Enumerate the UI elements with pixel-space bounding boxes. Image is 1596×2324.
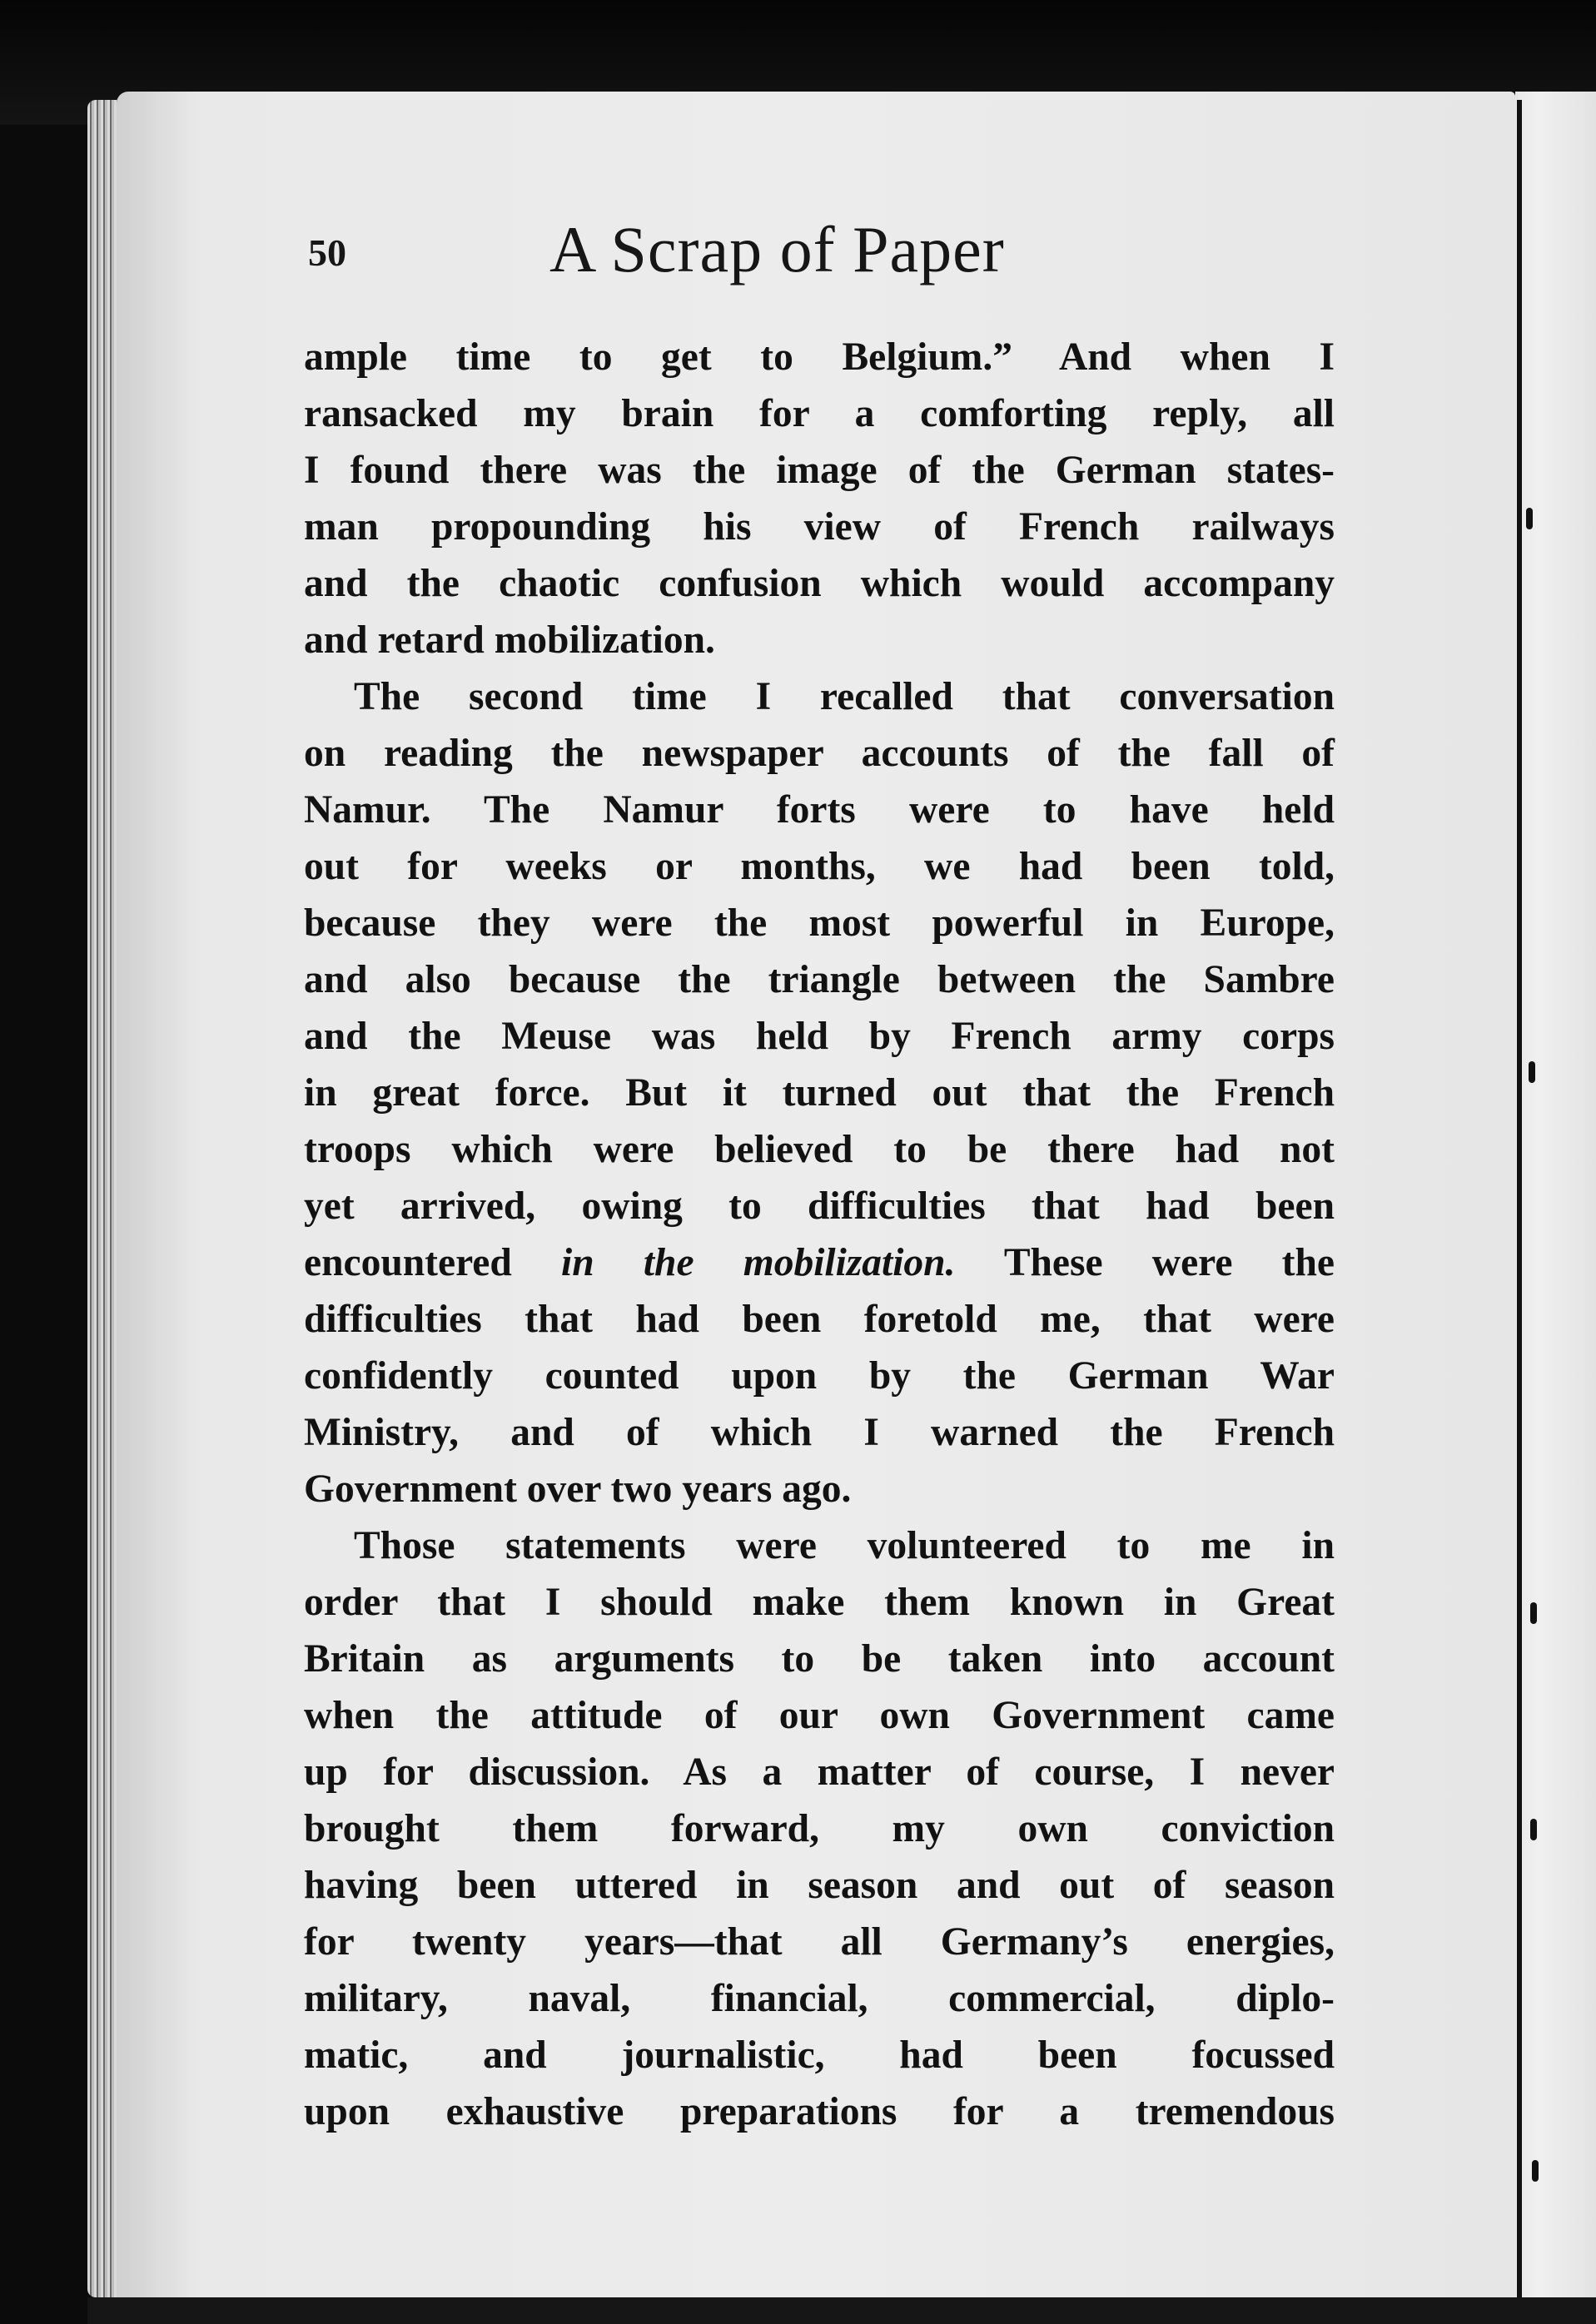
page-header: [308, 212, 1349, 304]
scan-background-bottom: [87, 2297, 1596, 2324]
running-title: A Scrap of Paper: [549, 213, 1005, 286]
text-line: upon exhaustive preparations for a tremendous: [304, 2090, 1335, 2133]
text-line: man propounding his view of French railways: [304, 505, 1335, 549]
text-line: on reading the newspaper accounts of the fall of: [304, 732, 1335, 775]
binding-mark: [1529, 1061, 1535, 1083]
text-line: Britain as arguments to be taken into account: [304, 1637, 1335, 1681]
text-line: ransacked my brain for a comforting reply, all: [304, 392, 1335, 435]
text-line: confidently counted upon by the German War: [304, 1354, 1335, 1398]
text-line: [304, 1234, 1335, 1291]
text-line: The second time I recalled that conversation: [354, 675, 1335, 718]
binding-mark: [1526, 508, 1533, 529]
text-line: matic, and journalistic, had been focussed: [304, 2034, 1335, 2077]
text-line: yet arrived, owing to difficulties that had been: [304, 1184, 1335, 1228]
text-line: for twenty years—that all Germany’s energies,: [304, 1920, 1335, 1964]
text-segment: encountered: [304, 1241, 512, 1284]
book-page-edges: [87, 100, 121, 2297]
paragraph-3: [304, 1517, 1335, 2140]
text-line: and the chaotic confusion which would accompany: [304, 562, 1335, 605]
paragraph-1: [304, 329, 1335, 668]
text-line: I found there was the image of the German states-: [304, 449, 1335, 492]
text-line: and the Meuse was held by French army corps: [304, 1015, 1335, 1058]
text-segment: These were the: [1003, 1241, 1335, 1284]
text-line: because they were the most powerful in Europe,: [304, 901, 1335, 945]
paragraph-2: [304, 668, 1335, 1517]
page-body: [304, 329, 1335, 2140]
book-gutter-line: [1517, 100, 1522, 2314]
text-line: in great force. But it turned out that the French: [304, 1071, 1335, 1115]
binding-mark: [1530, 1602, 1537, 1624]
text-line: military, naval, financial, commercial, diplo-: [304, 1977, 1335, 2020]
text-line: difficulties that had been foretold me, that were: [304, 1298, 1335, 1341]
text-line: out for weeks or months, we had been told,: [304, 845, 1335, 888]
text-line: Those statements were volunteered to me in: [354, 1524, 1335, 1567]
text-line: ample time to get to Belgium.” And when I: [304, 335, 1335, 379]
text-line: brought them forward, my own conviction: [304, 1807, 1335, 1850]
text-line: when the attitude of our own Government came: [304, 1694, 1335, 1737]
text-line: Namur. The Namur forts were to have held: [304, 788, 1335, 832]
facing-page-strip: [1515, 92, 1596, 2324]
page-number: 50: [308, 231, 346, 274]
italic-phrase: in the mobilization.: [561, 1241, 956, 1284]
text-line: and retard mobilization.: [304, 618, 715, 662]
text-line: having been uttered in season and out of season: [304, 1864, 1335, 1907]
binding-mark: [1530, 1819, 1537, 1840]
binding-mark: [1532, 2160, 1539, 2182]
text-line: up for discussion. As a matter of course, I never: [304, 1750, 1335, 1794]
text-line: Ministry, and of which I warned the French: [304, 1411, 1335, 1454]
text-line: troops which were believed to be there had not: [304, 1128, 1335, 1171]
text-line: and also because the triangle between the Sambre: [304, 958, 1335, 1001]
text-line: Government over two years ago.: [304, 1467, 852, 1511]
text-line: order that I should make them known in Great: [304, 1581, 1335, 1624]
